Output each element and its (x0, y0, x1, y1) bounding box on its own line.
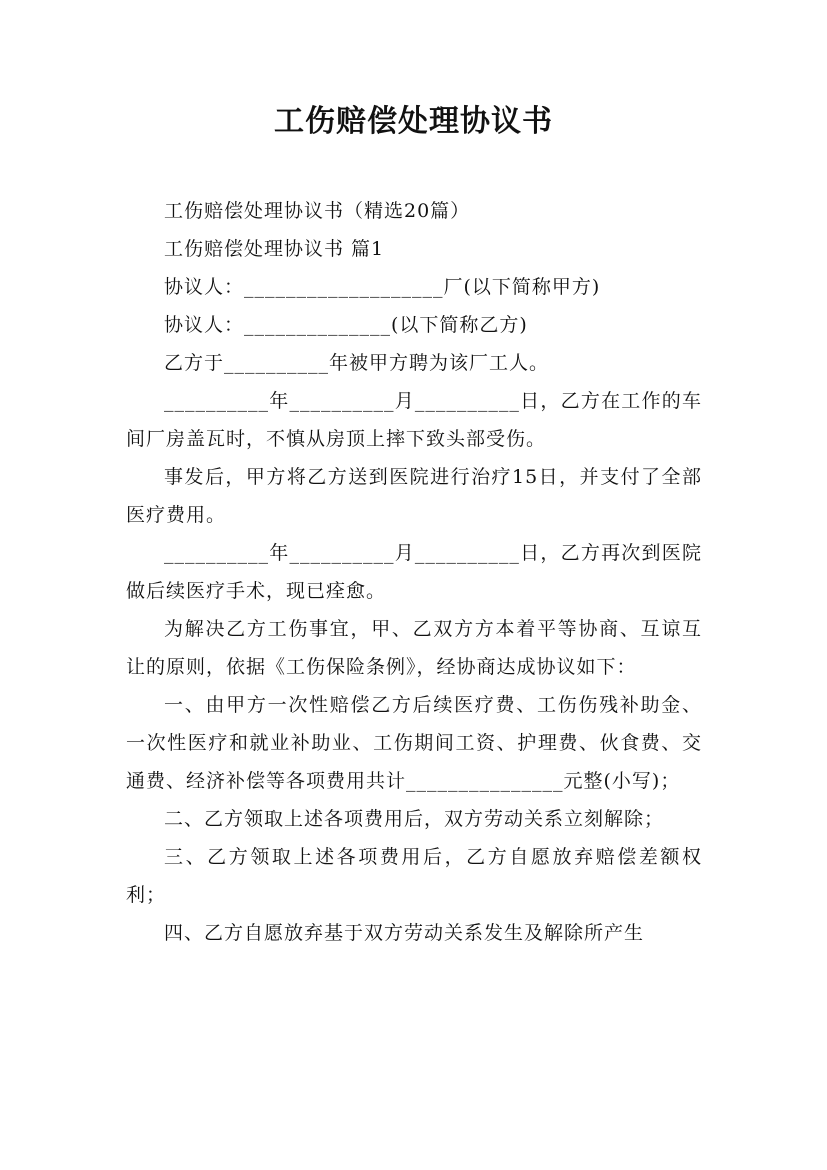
paragraph-principle: 为解决乙方工伤事宜，甲、乙双方方本着平等协商、互谅互让的原则，依据《工伤保险条例》，经协商达成协议如下： (126, 618, 702, 678)
paragraph-section-heading: 工伤赔偿处理协议书 篇1 (164, 238, 385, 260)
paragraph-treatment: 事发后，甲方将乙方送到医院进行治疗15日，并支付了全部医疗费用。 (126, 466, 702, 526)
paragraph-injury-date: __________年__________月__________日，乙方在工作的车间厂房盖瓦时，不慎从房顶上摔下致头部受伤。 (126, 390, 702, 450)
paragraph-clause-1: 一、由甲方一次性赔偿乙方后续医疗费、工伤伤残补助金、一次性医疗和就业补助业、工伤期间工资、护理费、伙食费、交通费、经济补偿等各项费用共计_______________元整(小写)； (126, 694, 702, 792)
document-title: 工伤赔偿处理协议书 (274, 104, 553, 139)
paragraph-hire-date: 乙方于__________年被甲方聘为该厂工人。 (164, 352, 550, 374)
paragraph-party-b: 协议人：______________(以下简称乙方) (164, 314, 528, 336)
document-body (126, 192, 702, 952)
paragraph-party-a: 协议人：___________________厂(以下简称甲方) (164, 276, 601, 298)
paragraph-surgery-date: __________年__________月__________日，乙方再次到医院做后续医疗手术，现已痊愈。 (126, 542, 702, 602)
paragraph-clause-3: 三、乙方领取上述各项费用后，乙方自愿放弃赔偿差额权利； (126, 846, 702, 906)
paragraph-clause-2: 二、乙方领取上述各项费用后，双方劳动关系立刻解除； (164, 808, 665, 830)
paragraph-clause-4: 四、乙方自愿放弃基于双方劳动关系发生及解除所产生 (164, 922, 645, 944)
paragraph-subtitle: 工伤赔偿处理协议书（精选20篇） (164, 200, 471, 222)
